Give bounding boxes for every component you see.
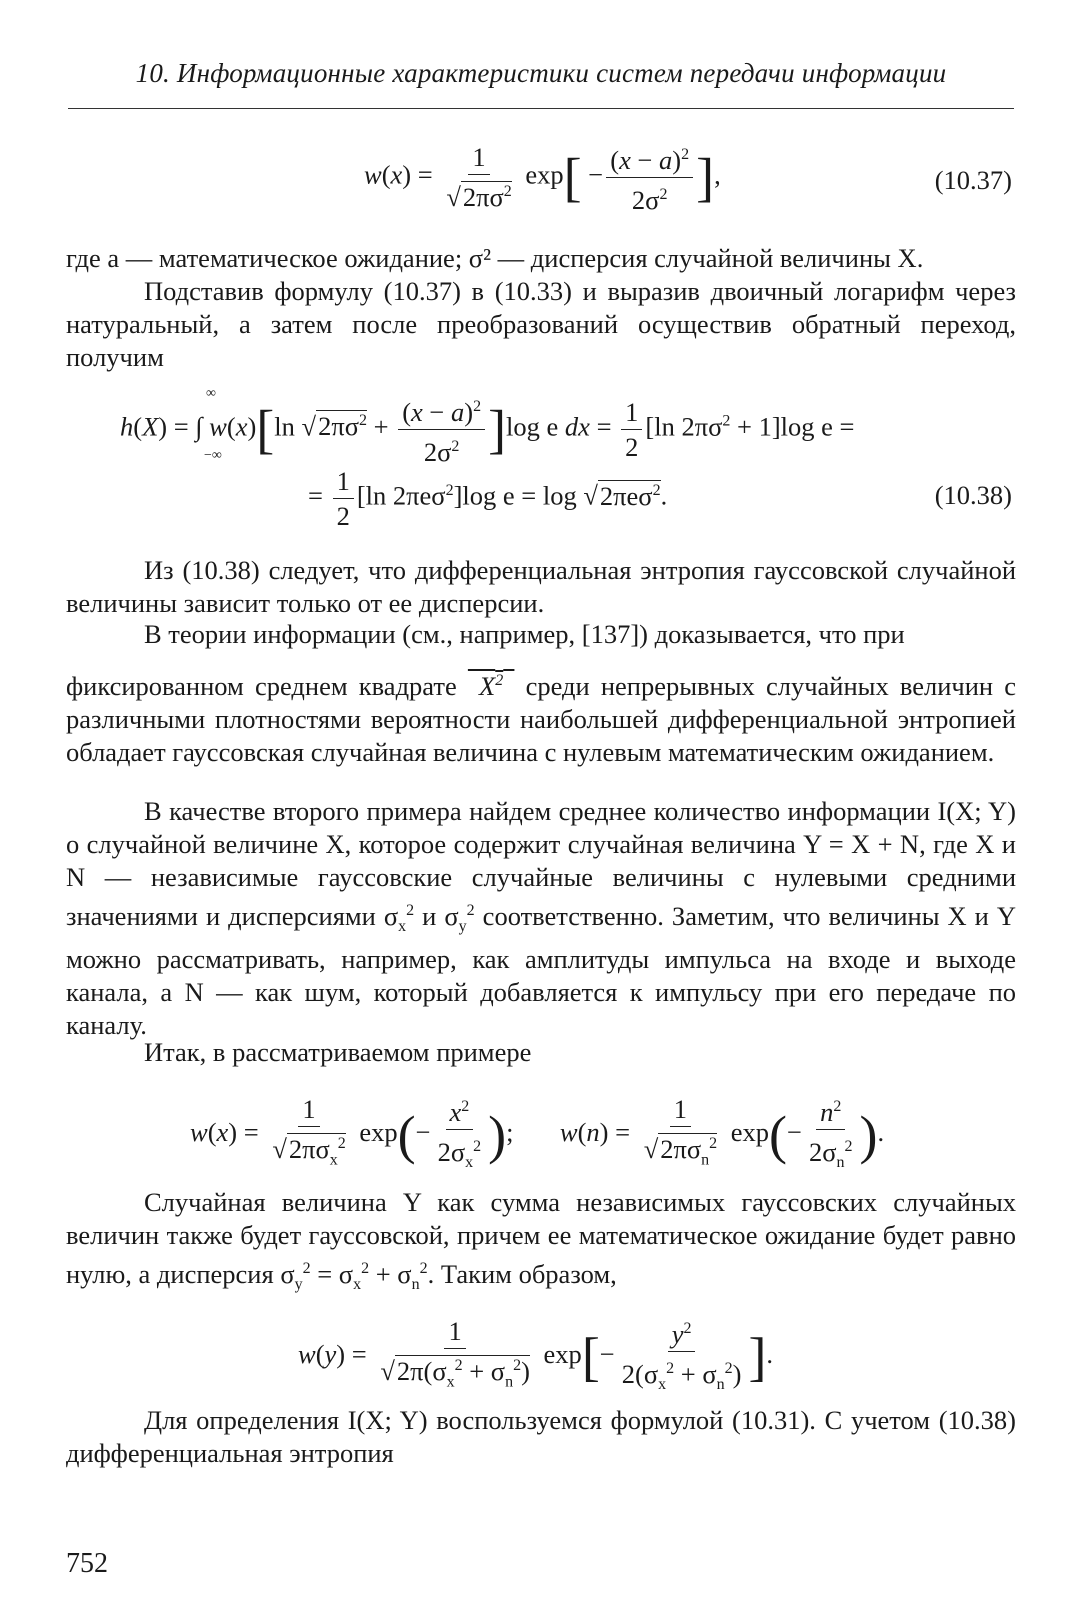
paragraph-theory [66, 618, 1016, 651]
paragraph-theory-cont [66, 664, 1016, 769]
paragraph-text: Итак, в рассматриваемом примере [144, 1037, 532, 1067]
paragraph-text: Из (10.38) следует, что дифференциальная энтропия гауссовской случайной величины зависит только от ее дисперсии. [66, 555, 1016, 618]
paragraph-text: В качестве второго примера найдем среднее количество информации I(X; Y) о случайной величине X, которое содержит случайная величина Y = X + N, где X и N — независимые гауссовские случайные величины с нулевыми средними значениями и дисперсиями [66, 796, 1016, 931]
paragraph-text: где a — математическое ожидание; σ² — дисперсия случайной величины X. [66, 243, 924, 273]
equation-number-10-37: (10.37) [934, 165, 1012, 195]
paragraph-where-a [66, 242, 1016, 275]
paragraph-text: Подставив формулу (10.37) в (10.33) и выразив двоичный логарифм через натуральный, а затем после преобразований осуществив обратный переход, получим [66, 276, 1016, 372]
equation-wx-wn: w(x) = $\frac{1}{√2\pi\sigma_x^2}$ exp(− $\frac{x^2}{2\sigma_x^2}$ ); w(n) = $\frac{1}{√2\pi\sigma_n^2}$ exp(− $\frac{n^2}{2\sigma_n^2}$ ). [190, 1092, 884, 1178]
paragraph-text: Случайная величина Y как сумма независимых гауссовских случайных величин также будет гауссовской, причем ее математическое ожидание будет равно нулю, а дисперсия [66, 1187, 1016, 1289]
paragraph-follows [66, 554, 1016, 620]
equation-10-37: w(x) = $\frac{1}{√2\pi\sigma^2}$ exp[ − $\frac{(x - a)^2}{2\sigma^2}$ ], [364, 140, 721, 215]
paragraph-y-gaussian: Случайная величина Y как сумма независимых гауссовских случайных величин также будет гауссовской, причем ее математическое ожидание будет равно нулю, а дисперсия $\sigma_y^2 = \sigma_x^2 + \sigma_n^2$. Таким образом, [66, 1187, 1016, 1294]
integral-limits: ∞ [206, 386, 216, 401]
paragraph-text: Таким образом, [440, 1258, 617, 1289]
page-number: 752 [66, 1548, 108, 1579]
paragraph-so [66, 1036, 1016, 1069]
paragraph-text: Для определения I(X; Y) воспользуемся формулой (10.31). С учетом (10.38) дифференциальная энтропия [66, 1405, 1016, 1468]
paragraph-substitute [66, 275, 1016, 374]
running-header: 10. Информационные характеристики систем передачи информации [135, 58, 947, 88]
mean-square-symbol: $X^2$ [467, 670, 504, 701]
equation-number-10-38: (10.38) [934, 480, 1012, 510]
paragraph-text: В теории информации (см., например, [137]) доказывается, что при [144, 619, 905, 649]
paragraph-text: Заметим, что величины X и Y можно рассматривать, например, как амплитуды импульса на входе и выходе канала, а N — как шум, который добавляется к импульсу при его передаче по каналу. [66, 900, 1016, 1041]
equation-10-38-line1: h(X) = ∫ w(x)[ln $√2\pi\sigma^2$ + $\frac{(x - a)^2}{2\sigma^2}$ ]log e dx = $\frac{1}{2}$ [ln $2\pi\sigma^2 + 1]\log$ e = [120, 392, 854, 467]
paragraph-text: среди непрерывных случайных величин с различными плотностями вероятности наибольшей дифференциальной энтропией обладает гауссовская случайная величина с нулевым математическим ожиданием. [66, 670, 1017, 767]
paragraph-definition [66, 1404, 1016, 1470]
header-rule [68, 108, 1014, 109]
equation-10-38-line2: = $\frac{1}{2}$ [ln 2πeσ$^2$]log e = log √2πeσ$^2$. [308, 466, 668, 531]
integral-limits: −∞ [204, 448, 222, 463]
paragraph-second-example: В качестве второго примера найдем среднее количество информации I(X; Y) о случайной величине X, которое содержит случайная величина Y = X + N, где X и N — независимые гауссовские случайные величины с нулевыми средними значениями и дисперсиями $\sigma_x^2$ и $\sigma_y^2$ соответственно. Заметим, что величины X и Y можно рассматривать, например, как амплитуды импульса на входе и выходе канала, а N — как шум, который добавляется к импульсу при его передаче по каналу. [66, 796, 1016, 1041]
equation-wy: w(y) = $\frac{1}{√2\pi(\sigma_x^2 + \sigma_n^2)}$ exp[− $\frac{y^2}{2(\sigma_x^2 + \sigma_n^2)}$ ]. [298, 1314, 773, 1400]
paragraph-text: фиксированном среднем квадрате [66, 670, 457, 701]
